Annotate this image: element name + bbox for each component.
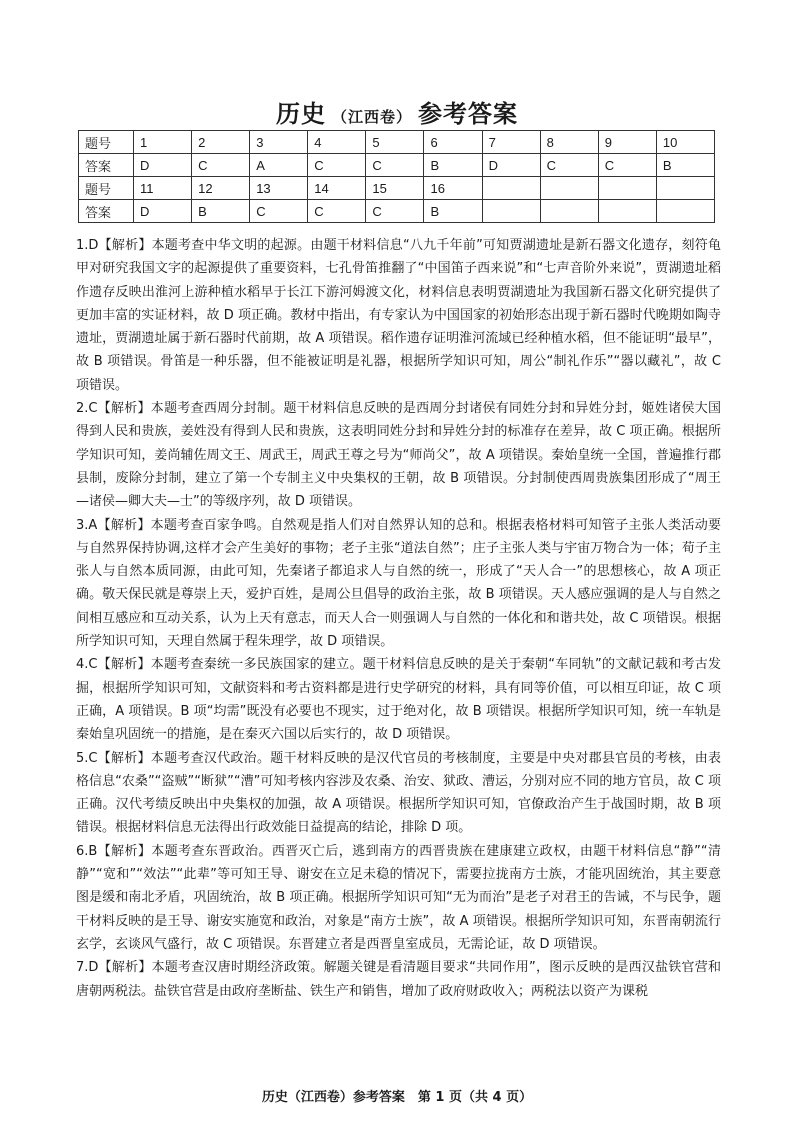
page-title xyxy=(0,94,794,129)
table-cell: B xyxy=(656,154,714,177)
table-row xyxy=(79,131,715,154)
table-cell: D xyxy=(482,154,540,177)
table-cell xyxy=(540,200,598,223)
table-cell: A xyxy=(250,154,308,177)
table-cell: 6 xyxy=(424,131,482,154)
table-cell xyxy=(598,177,656,200)
page-footer: 历史（江西卷）参考答案 第 1 页（共 4 页） xyxy=(261,1090,533,1105)
explanation-paragraph: 3.A【解析】本题考查百家争鸣。自然观是指人们对自然界认知的总和。根据表格材料可知管子主张人类活动要与自然界保持协调,这样才会产生美好的事物；老子主张“道法自然”；庄子主张人类与宇宙万物合为一体；荀子主张人与自然本质同源，由此可知，先秦诸子都追求人与自然的统一，形成了“天人合一”的思想核心，故 A 项正确。敬天保民就是尊崇上天，爱护百姓，是周公旦倡导的政治主张，故 B 项错误。天人感应强调的是人与自然之间相互感应和互动关系，认为上天有意志，而天人合一则强调人与自然的一体化和和谐共处，故 C 项错误。根据所学知识可知，天理自然属于程朱理学，故 D 项错误。 xyxy=(76,517,721,650)
table-cell: 8 xyxy=(540,131,598,154)
table-cell: B xyxy=(192,200,250,223)
title-main-subject: 历史 xyxy=(275,100,326,128)
table-cell: 10 xyxy=(656,131,714,154)
explanation-paragraph: 7.D【解析】本题考查汉唐时期经济政策。解题关键是看清题目要求“共同作用”，图示反映的是西汉盐铁官营和唐朝两税法。盐铁官营是由政府垄断盐、铁生产和销售，增加了政府财政收入；两税法以资产为课税 xyxy=(76,960,721,999)
table-row-header: 答案 xyxy=(79,154,134,177)
table-cell: B xyxy=(424,154,482,177)
table-cell: C xyxy=(598,154,656,177)
explanation-paragraph: 2.C【解析】本题考查西周分封制。题干材料信息反映的是西周分封诸侯有同姓分封和异姓分封，姬姓诸侯大国得到人民和贵族，姜姓没有得到人民和贵族，这表明同姓分封和异姓分封的标准存在差异，故 C 项正确。根据所学知识可知，姜尚辅佐周文王、周武王，周武王尊之号为“师尚父”，故 A 项错误。秦始皇统一全国，普遍推行郡县制，废除分封制，建立了第一个专制主义中央集权的王朝，故 B 项错误。分封制使西周贵族集团形成了“周王—诸侯—卿大夫—士”的等级序列，故 D 项错误。 xyxy=(76,401,721,510)
title-edition: （江西卷） xyxy=(331,108,412,126)
table-cell: 5 xyxy=(366,131,424,154)
table-cell: 15 xyxy=(366,177,424,200)
table-cell xyxy=(656,177,714,200)
answer-table-body xyxy=(79,131,715,223)
explanation-paragraph: 1.D【解析】本题考查中华文明的起源。由题干材料信息“八九千年前”可知贾湖遗址是新石器文化遗存，刻符龟甲对研究我国文字的起源提供了重要资料，七孔骨笛推翻了“中国笛子西来说”和“七声音阶外来说”，贾湖遗址稻作遗存反映出淮河上游种植水稻早于长江下游河姆渡文化，材料信息表明贾湖遗址为我国新石器文化研究提供了更加丰富的实证材料，故 D 项正确。教材中指出，有专家认为中国国家的初始形态出现于新石器时代晚期如陶寺遗址，贾湖遗址属于新石器时代前期，故 A 项错误。稻作遗存证明淮河流域已经种植水稻，但不能证明“最早”，故 B 项错误。骨笛是一种乐器，但不能被证明是礼器，根据所学知识可知，周公“制礼作乐”“器以藏礼”，故 C 项错误。 xyxy=(76,238,721,393)
table-cell xyxy=(482,200,540,223)
table-row-header: 题号 xyxy=(79,177,134,200)
table-cell: 11 xyxy=(134,177,192,200)
table-cell: 13 xyxy=(250,177,308,200)
table-cell: 9 xyxy=(598,131,656,154)
table-cell: 7 xyxy=(482,131,540,154)
explanation-paragraph: 5.C【解析】本题考查汉代政治。题干材料反映的是汉代官员的考核制度，主要是中央对郡县官员的考核，由表格信息“农桑”“盗贼”“断狱”“漕”可知考核内容涉及农桑、治安、狱政、漕运，分别对应不同的地方官员，故 C 项正确。汉代考绩反映出中央集权的加强，故 A 项错误。根据所学知识可知，官僚政治产生于战国时期，故 B 项错误。根据材料信息无法得出行政效能日益提高的结论，排除 D 项。 xyxy=(76,750,721,836)
table-row xyxy=(79,200,715,223)
explanation-paragraph: 6.B【解析】本题考查东晋政治。西晋灭亡后，逃到南方的西晋贵族在建康建立政权，由题干材料信息“静”“清静”“宽和”“效法”“此辈”等可知王导、谢安在立足未稳的情况下，需要拉拢南方士族，才能巩固统治，其主要意图是缓和南北矛盾，巩固统治，故 B 项正确。根据所学知识可知“无为而治”是老子对君王的告诫，不与民争，题干材料反映的是王导、谢安实施宽和政治，对象是“南方士族”，故 A 项错误。根据所学知识可知，东晋南朝流行玄学，玄谈风气盛行，故 C 项错误。东晋建立者是西晋皇室成员，无需论证，故 D 项错误。 xyxy=(76,843,721,952)
table-cell xyxy=(540,177,598,200)
table-cell: C xyxy=(192,154,250,177)
table-cell: C xyxy=(308,200,366,223)
explanations-section xyxy=(76,234,721,1003)
table-cell: 4 xyxy=(308,131,366,154)
table-cell: B xyxy=(424,200,482,223)
table-cell: 16 xyxy=(424,177,482,200)
explanation-paragraph: 4.C【解析】本题考查秦统一多民族国家的建立。题干材料信息反映的是关于秦朝“车同轨”的文献记载和考古发掘，根据所学知识可知，文献资料和考古资料都是进行史学研究的材料，具有同等价值，可以相互印证，故 C 项正确，A 项错误。B 项“均需”既没有必要也不现实，过于绝对化，故 B 项错误。根据所学知识可知，统一车轨是秦始皇巩固统一的措施，是在秦灭六国以后实行的，故 D 项错误。 xyxy=(76,657,721,743)
table-cell: 1 xyxy=(134,131,192,154)
table-row xyxy=(79,154,715,177)
table-cell: C xyxy=(250,200,308,223)
table-cell: 2 xyxy=(192,131,250,154)
table-cell: D xyxy=(134,200,192,223)
table-cell: 3 xyxy=(250,131,308,154)
table-row-header: 题号 xyxy=(79,131,134,154)
answer-table xyxy=(78,130,715,223)
table-row xyxy=(79,177,715,200)
table-cell xyxy=(656,200,714,223)
table-cell: 12 xyxy=(192,177,250,200)
table-cell xyxy=(482,177,540,200)
table-cell: C xyxy=(308,154,366,177)
table-cell: C xyxy=(366,154,424,177)
table-cell: C xyxy=(366,200,424,223)
table-row-header: 答案 xyxy=(79,200,134,223)
table-cell: C xyxy=(540,154,598,177)
table-cell: D xyxy=(134,154,192,177)
table-cell: 14 xyxy=(308,177,366,200)
title-main-answers: 参考答案 xyxy=(418,100,518,128)
table-cell xyxy=(598,200,656,223)
